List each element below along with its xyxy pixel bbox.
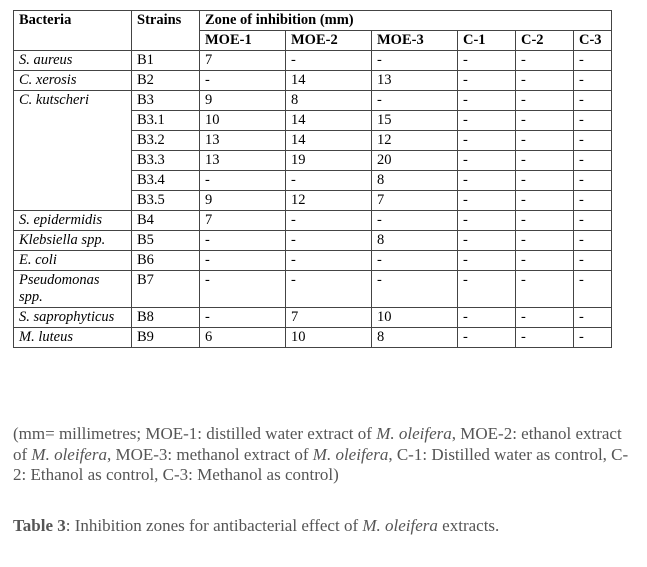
value-cell: -: [574, 171, 612, 191]
value-cell: 7: [286, 308, 372, 328]
value-cell: -: [200, 231, 286, 251]
value-cell: 13: [372, 71, 458, 91]
header-bacteria: Bacteria: [14, 11, 132, 51]
value-cell: 9: [200, 191, 286, 211]
bacteria-cell: M. luteus: [14, 328, 132, 348]
header-col: C-2: [516, 31, 574, 51]
value-cell: -: [458, 151, 516, 171]
value-cell: -: [574, 91, 612, 111]
strain-cell: B6: [132, 251, 200, 271]
value-cell: 12: [286, 191, 372, 211]
value-cell: -: [286, 211, 372, 231]
value-cell: -: [574, 111, 612, 131]
footnote-text: , MOE-3: methanol extract of: [106, 444, 313, 464]
table-title: [13, 516, 633, 537]
value-cell: -: [458, 91, 516, 111]
value-cell: -: [200, 271, 286, 308]
value-cell: -: [516, 51, 574, 71]
value-cell: -: [516, 151, 574, 171]
value-cell: 7: [200, 211, 286, 231]
value-cell: -: [458, 131, 516, 151]
value-cell: -: [516, 251, 574, 271]
value-cell: -: [574, 231, 612, 251]
value-cell: -: [574, 191, 612, 211]
strain-cell: B3.3: [132, 151, 200, 171]
value-cell: -: [372, 271, 458, 308]
value-cell: -: [458, 111, 516, 131]
footnote-text: (mm= millimetres; MOE-1: distilled water extract of: [13, 424, 377, 443]
value-cell: 7: [200, 51, 286, 71]
table-row: [14, 251, 612, 271]
value-cell: 14: [286, 71, 372, 91]
value-cell: -: [458, 251, 516, 271]
value-cell: 10: [286, 328, 372, 348]
value-cell: -: [286, 231, 372, 251]
bacteria-cell: Klebsiella spp.: [14, 231, 132, 251]
value-cell: 10: [372, 308, 458, 328]
value-cell: -: [286, 251, 372, 271]
value-cell: -: [458, 171, 516, 191]
value-cell: -: [574, 211, 612, 231]
table-body: [14, 51, 612, 348]
value-cell: -: [516, 328, 574, 348]
value-cell: -: [200, 251, 286, 271]
value-cell: 20: [372, 151, 458, 171]
table-row: [14, 211, 612, 231]
value-cell: -: [574, 251, 612, 271]
value-cell: -: [574, 308, 612, 328]
table-row: [14, 51, 612, 71]
table-row: [14, 231, 612, 251]
strain-cell: B3.5: [132, 191, 200, 211]
header-col: MOE-2: [286, 31, 372, 51]
value-cell: -: [458, 51, 516, 71]
title-text: : Inhibition zones for antibacterial effect of: [65, 516, 363, 535]
value-cell: 8: [372, 231, 458, 251]
value-cell: -: [458, 328, 516, 348]
strain-cell: B8: [132, 308, 200, 328]
value-cell: 14: [286, 131, 372, 151]
bacteria-cell: S. epidermidis: [14, 211, 132, 231]
value-cell: -: [516, 71, 574, 91]
strain-cell: B2: [132, 71, 200, 91]
table-row: [14, 328, 612, 348]
value-cell: -: [458, 191, 516, 211]
value-cell: -: [458, 71, 516, 91]
value-cell: 8: [372, 171, 458, 191]
value-cell: 14: [286, 111, 372, 131]
value-cell: -: [516, 91, 574, 111]
value-cell: 13: [200, 131, 286, 151]
header-col: MOE-1: [200, 31, 286, 51]
title-species: M. oleifera: [362, 516, 438, 535]
footnote-species: M. oleifera: [312, 444, 389, 464]
table-row: [14, 308, 612, 328]
strain-cell: B3: [132, 91, 200, 111]
value-cell: -: [574, 71, 612, 91]
value-cell: 8: [372, 328, 458, 348]
table-row: [14, 271, 612, 308]
value-cell: -: [516, 191, 574, 211]
strain-cell: B3.4: [132, 171, 200, 191]
value-cell: -: [200, 171, 286, 191]
footnote-species: M. oleifera: [31, 444, 107, 464]
value-cell: 6: [200, 328, 286, 348]
value-cell: -: [372, 211, 458, 231]
value-cell: -: [516, 111, 574, 131]
value-cell: -: [286, 51, 372, 71]
value-cell: -: [516, 131, 574, 151]
bacteria-cell: S. saprophyticus: [14, 308, 132, 328]
table-footnote: [13, 424, 633, 486]
strain-cell: B5: [132, 231, 200, 251]
header-row-1: [14, 11, 612, 31]
value-cell: -: [286, 171, 372, 191]
value-cell: -: [372, 91, 458, 111]
bacteria-cell: C. kutscheri: [14, 91, 132, 211]
header-col: C-3: [574, 31, 612, 51]
value-cell: -: [200, 308, 286, 328]
value-cell: -: [372, 51, 458, 71]
footnote-species: M. oleifera: [376, 424, 452, 443]
bacteria-cell: Pseudomonas spp.: [14, 271, 132, 308]
value-cell: -: [574, 328, 612, 348]
value-cell: 19: [286, 151, 372, 171]
value-cell: -: [200, 71, 286, 91]
bacteria-cell: C. xerosis: [14, 71, 132, 91]
table-row: [14, 91, 612, 111]
footnote-text: , C-1: Distilled water as control, C-2: Ethanol as control, C-3: Methanol as control): [13, 444, 629, 484]
value-cell: -: [574, 271, 612, 308]
value-cell: -: [574, 131, 612, 151]
value-cell: -: [286, 271, 372, 308]
value-cell: -: [516, 308, 574, 328]
table-row: [14, 71, 612, 91]
title-end: extracts.: [437, 516, 500, 535]
value-cell: 7: [372, 191, 458, 211]
value-cell: -: [516, 211, 574, 231]
value-cell: -: [516, 271, 574, 308]
bacteria-cell: S. aureus: [14, 51, 132, 71]
value-cell: -: [372, 251, 458, 271]
value-cell: -: [458, 231, 516, 251]
footnote-text: , MOE-2: ethanol extract of: [13, 424, 622, 464]
value-cell: -: [458, 308, 516, 328]
value-cell: -: [516, 231, 574, 251]
header-col: MOE-3: [372, 31, 458, 51]
inhibition-table: [13, 10, 612, 348]
value-cell: 8: [286, 91, 372, 111]
header-col: C-1: [458, 31, 516, 51]
strain-cell: B4: [132, 211, 200, 231]
value-cell: 12: [372, 131, 458, 151]
table-label: Table 3: [13, 516, 66, 535]
value-cell: -: [458, 211, 516, 231]
strain-cell: B3.2: [132, 131, 200, 151]
value-cell: 9: [200, 91, 286, 111]
strain-cell: B7: [132, 271, 200, 308]
header-strains: Strains: [132, 11, 200, 51]
strain-cell: B9: [132, 328, 200, 348]
value-cell: -: [574, 51, 612, 71]
header-zone: Zone of inhibition (mm): [200, 11, 612, 31]
value-cell: 13: [200, 151, 286, 171]
value-cell: -: [516, 171, 574, 191]
value-cell: 15: [372, 111, 458, 131]
strain-cell: B1: [132, 51, 200, 71]
strain-cell: B3.1: [132, 111, 200, 131]
bacteria-cell: E. coli: [14, 251, 132, 271]
value-cell: 10: [200, 111, 286, 131]
value-cell: -: [458, 271, 516, 308]
value-cell: -: [574, 151, 612, 171]
